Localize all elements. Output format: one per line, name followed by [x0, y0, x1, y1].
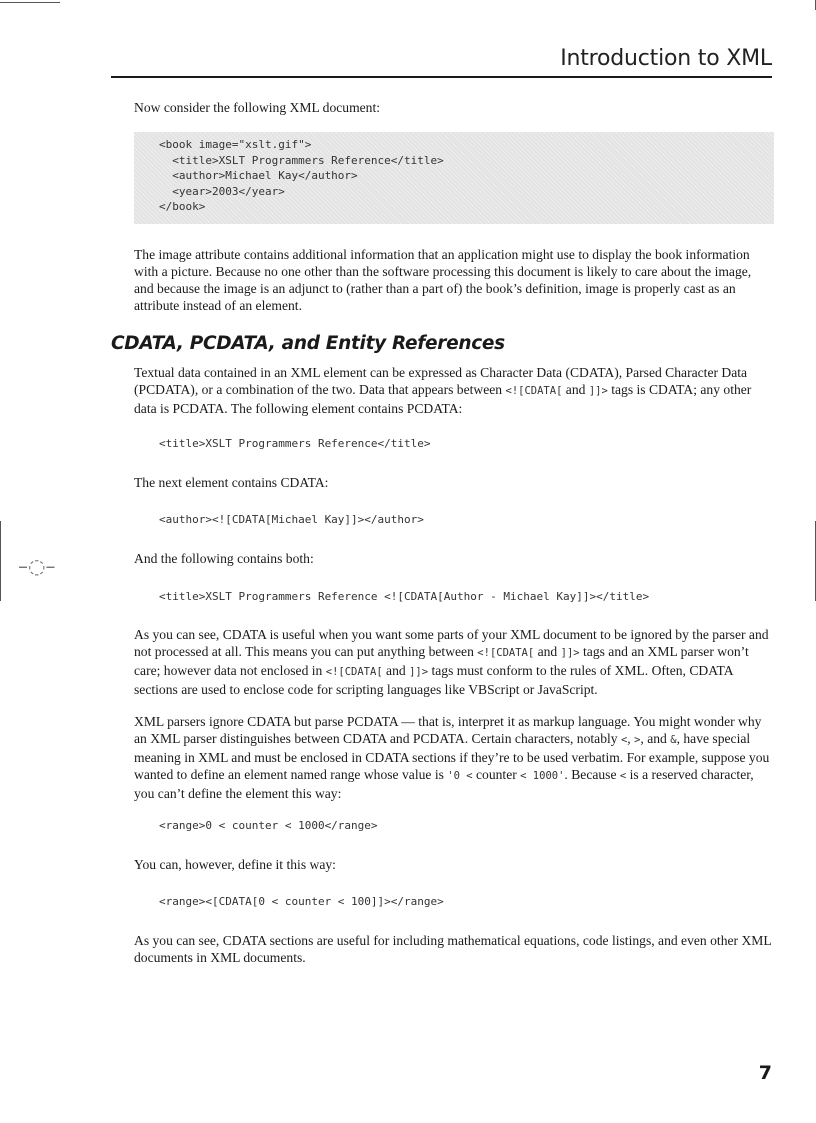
paragraph-cdata-usage: As you can see, CDATA is useful when you want some parts of your XML document to be ignored by the parser and not processed at all. This means you can put anything between <![CDATA[ and ]]> tags and an XML parser won’t care; however data not enclosed in <![CDATA[ and ]]> tags must conform to the rules of XML. Often, CDATA sections are used to enclose code for scripting languages like VBScript or JavaScript.	[134, 627, 769, 697]
paragraph-however: You can, however, define it this way:	[134, 857, 336, 872]
paragraph-next-element: The next element contains CDATA:	[134, 475, 329, 490]
paragraph-both: And the following contains both:	[134, 551, 314, 566]
paragraph-image-attribute: The image attribute contains additional information that an application might use to display the book information with a picture. Because no one other than the software processing this document is likely to care about the image, and because the image is an adjunct to (rather than a part of) the book’s definition, image is properly cast as an attribute instead of an element.	[134, 247, 752, 313]
paragraph-parsers: XML parsers ignore CDATA but parse PCDATA — that is, interpret it as markup language. You might wonder why an XML parser distinguishes between CDATA and PCDATA. Certain characters, notably <, >, and &, have special meaning in XML and must be enclosed in CDATA sections if they’re to be used verbatim. For example, suppose you wanted to define an element named range whose value is '0 < counter < 1000'. Because < is a reserved character, you can’t define the element this way:	[134, 714, 770, 801]
header-rule	[111, 76, 772, 78]
running-header: Introduction to XML	[560, 46, 772, 71]
paragraph-cdata-intro: Textual data contained in an XML element can be expressed as Character Data (CDATA), Parsed Character Data (PCDATA), or a combination of the two. Data that appears between <![CDATA[ and ]]> tags is CDATA; any other data is PCDATA. The following element contains PCDATA:	[134, 365, 752, 416]
code-range-invalid: <range>0 < counter < 1000</range>	[159, 819, 378, 832]
paragraph-conclusion: As you can see, CDATA sections are useful for including mathematical equations, code listings, and even other XML documents in XML documents.	[134, 933, 772, 965]
crop-mark-top	[0, 2, 60, 3]
registration-mark-icon: –◌–	[18, 554, 56, 578]
intro-paragraph: Now consider the following XML document:	[134, 100, 381, 115]
code-block-book	[134, 132, 774, 224]
page-number: 7	[758, 1062, 772, 1084]
code-cdata-example: <author><![CDATA[Michael Kay]]></author>	[159, 513, 424, 526]
code-pcdata-example: <title>XSLT Programmers Reference</title>	[159, 437, 431, 450]
code-mixed-example: <title>XSLT Programmers Reference <![CDATA[Author - Michael Kay]]></title>	[159, 590, 650, 603]
section-heading: CDATA, PCDATA, and Entity References	[111, 333, 505, 354]
code-range-valid: <range><[CDATA[0 < counter < 100]]></range>	[159, 895, 444, 908]
crop-mark-left	[0, 521, 1, 601]
code-text: <book image="xslt.gif"> <title>XSLT Programmers Reference</title> <author>Michael Kay</author> <year>2003</year> </book>	[159, 138, 444, 213]
